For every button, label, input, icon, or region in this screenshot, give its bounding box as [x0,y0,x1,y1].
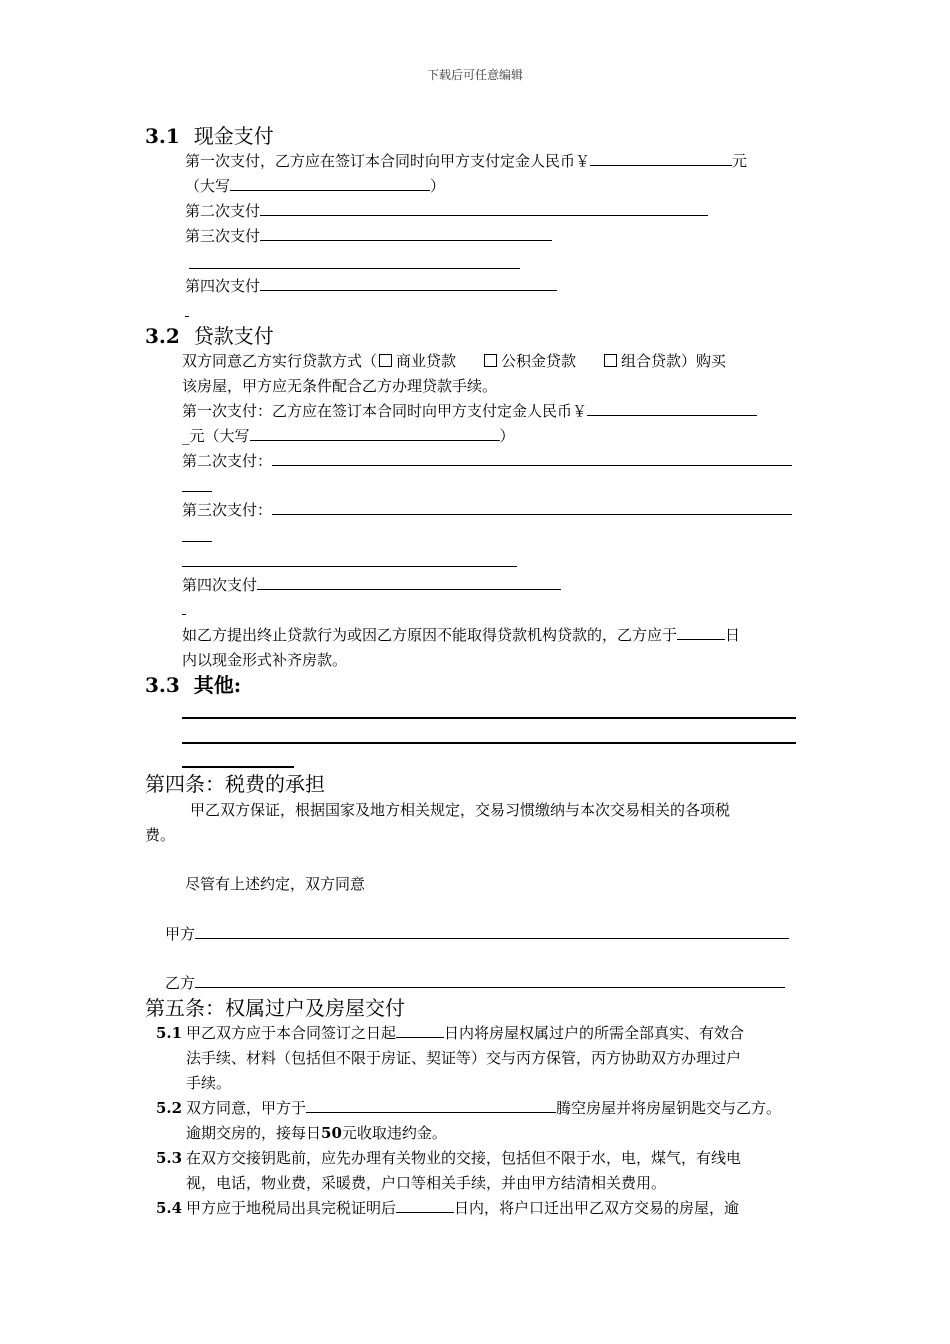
blank-second-payment[interactable] [260,201,708,216]
clause-number: 5.3 [156,1149,183,1167]
stray-mark [185,316,189,317]
s32-third-payment [182,500,792,520]
stray-mark [182,614,186,615]
blank-line [182,541,212,542]
clause-5-3-text-a: 在双方交接钥匙前，应先办理有关物业的交接，包括但不限于水，电，煤气，有线电 [186,1149,742,1167]
section-3-3-heading [145,672,241,698]
blank-third-payment[interactable] [272,500,792,515]
blank-second-payment[interactable] [272,451,792,466]
s32-fourth-payment-label: 第四次支付 [182,576,258,594]
clause-5-1-line3: 手续。 [186,1074,232,1092]
s32-first-payment [182,401,757,421]
article-5-title: 第五条：权属过户及房屋交付 [145,996,405,1020]
checkbox-combined-loan[interactable] [604,354,617,367]
blank-daxie[interactable] [230,176,430,191]
s31-second-payment-label: 第二次支付 [185,202,261,220]
checkbox-commercial-loan[interactable] [379,354,392,367]
option-combined-loan: 组合贷款）购买 [621,352,727,370]
s32-intro-text: 双方同意乙方实行贷款方式（ [182,352,378,370]
unit-day: 日 [725,626,741,644]
blank-fourth-payment[interactable] [260,276,557,291]
clause-5-1-text-a: 甲乙双方应于本合同签订之日起 [186,1024,397,1042]
clause-5-2-text-b: 腾空房屋并将房屋钥匙交与乙方。 [556,1099,782,1117]
s32-intro-line1 [182,351,726,371]
blank-amount[interactable] [587,401,757,416]
blank-amount[interactable] [590,151,732,166]
blank-days[interactable] [396,1198,454,1213]
clause-5-2-text-c: 逾期交房的，接每日 [186,1124,322,1142]
clause-5-1-line1 [156,1023,744,1043]
unit-yuan: 元 [732,152,748,170]
option-provident-fund-loan: 公积金贷款 [501,352,577,370]
section-title: 现金支付 [193,124,274,148]
blank-days[interactable] [396,1023,444,1038]
blank-line [182,566,517,567]
blank-party-a[interactable] [195,924,789,939]
blank-days[interactable] [677,625,725,640]
blank-third-payment[interactable] [260,226,552,241]
s32-fourth-payment [182,575,561,595]
article-4-para1-line1: 甲乙双方保证，根据国家及地方相关规定，交易习惯缴纳与本次交易相关的各项税 [190,801,731,819]
party-a-label: 甲方 [165,925,196,943]
penalty-amount: 50 [321,1124,342,1142]
blank-daxie[interactable] [250,426,500,441]
clause-5-2-line2 [186,1123,447,1143]
clause-5-2-line1 [156,1098,781,1118]
clause-5-3-line2: 视，电话，物业费，采暖费，户口等相关手续，并由甲方结清相关费用。 [186,1174,667,1192]
s32-second-payment-label: 第二次支付： [182,452,273,470]
s31-third-payment-label: 第三次支付 [185,227,261,245]
s32-second-payment [182,451,792,471]
s31-fourth-payment-label: 第四次支付 [185,277,261,295]
close-paren: ） [430,177,446,195]
blank-date[interactable] [306,1098,556,1113]
s31-first-payment-daxie [185,176,445,196]
party-a-line [165,924,789,944]
blank-party-b[interactable] [195,973,785,988]
section-3-2-heading [145,323,274,349]
s31-second-payment [185,201,708,221]
clause-5-3-line1 [156,1148,741,1168]
close-paren: ） [499,427,515,445]
party-b-line [165,973,785,993]
s31-first-payment-text: 第一次支付，乙方应在签订本合同时向甲方支付定金人民币￥ [185,152,591,170]
section-title: 贷款支付 [193,324,274,348]
s31-third-payment [185,226,552,246]
s31-fourth-payment [185,276,557,296]
section-number: 3.1 [145,124,180,148]
other-blank-line-3[interactable] [182,766,294,768]
header-note: 下载后可任意编辑 [426,68,523,82]
other-blank-line-1[interactable] [182,717,796,719]
clause-number: 5.4 [156,1199,183,1217]
s31-first-payment [185,151,747,171]
section-number: 3.3 [145,673,180,697]
section-number: 3.2 [145,324,180,348]
clause-5-4-text-b: 日内，将户口迁出甲乙双方交易的房屋，逾 [454,1199,740,1217]
checkbox-provident-fund-loan[interactable] [484,354,497,367]
clause-5-4-text-a: 甲方应于地税局出具完税证明后 [186,1199,397,1217]
clause-5-2-text-a: 双方同意，甲方于 [186,1099,307,1117]
other-blank-line-2[interactable] [182,742,796,744]
blank-line [189,268,520,269]
s32-note-line1 [182,625,740,645]
s32-first-payment-text: 第一次支付：乙方应在签订本合同时向甲方支付定金人民币￥ [182,402,588,420]
s32-note-text: 如乙方提出终止贷款行为或因乙方原因不能取得贷款机构贷款的，乙方应于 [182,626,678,644]
section-title: 其他: [193,673,242,697]
s32-intro-line2: 该房屋，甲方应无条件配合乙方办理贷款手续。 [182,377,498,395]
article-4-para1-line2: 费。 [145,826,176,844]
unit-yuan-daxie: _元（大写 [182,427,250,445]
blank-line [182,491,212,492]
blank-fourth-payment[interactable] [257,575,561,590]
clause-5-4-line1 [156,1198,739,1218]
clause-number: 5.2 [156,1099,183,1117]
s32-note-line2: 内以现金形式补齐房款。 [182,651,348,669]
clause-5-2-text-d: 元收取违约金。 [341,1124,447,1142]
s32-third-payment-label: 第三次支付： [182,501,273,519]
clause-5-1-line2: 法手续、材料（包括但不限于房证、契证等）交与丙方保管，丙方协助双方办理过户 [186,1049,742,1067]
s32-first-payment-daxie [182,426,515,446]
daxie-label: （大写 [185,177,231,195]
option-commercial-loan: 商业贷款 [396,352,457,370]
party-b-label: 乙方 [165,974,196,992]
clause-5-1-text-b: 日内将房屋权属过户的所需全部真实、有效合 [444,1024,745,1042]
article-4-para2: 尽管有上述约定，双方同意 [185,875,366,893]
article-4-title: 第四条：税费的承担 [145,772,325,796]
clause-number: 5.1 [156,1024,183,1042]
section-3-1-heading [145,123,274,149]
